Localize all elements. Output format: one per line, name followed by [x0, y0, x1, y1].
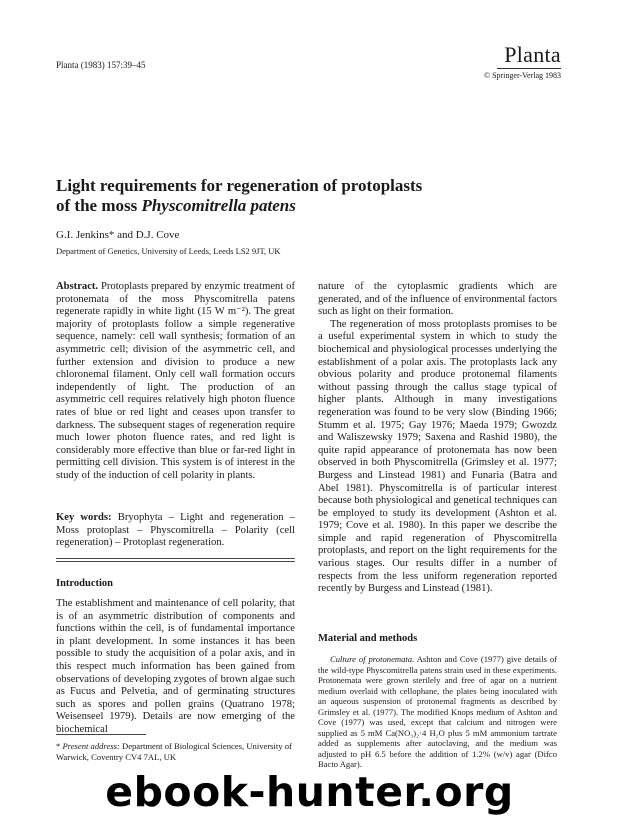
section-divider [56, 561, 295, 562]
abstract-text: Protoplasts prepared by enzymic treatment of protonemata of the moss Physcomitrella patens regenerate rapidly in white light (15 W m⁻²). The great majority of protoplasts follow a simple regenerative sequence, namely: cell wall synthesis; formation of an asymmetric cell; division of the asymmetric cell, and further extension and division to produce a new chloronemal filament. Only cell wall formation occurs independently of light. The production of an asymmetric cell requires relatively high photon fluence rates of blue or red light and ceases upon transfer to darkness. The subsequent stages of regeneration require much lower photon fluence rates, and red light is considerably more effective than blue or far-red light in permitting cell division. This system is of interest in the study of the induction of cell polarity in plants. [56, 281, 295, 481]
abstract [56, 281, 295, 483]
affiliation: Department of Genetics, University of Leeds, Leeds LS2 9JT, UK [56, 246, 281, 256]
article-title [56, 176, 516, 216]
right-column [318, 281, 557, 596]
keywords [56, 512, 295, 550]
methods-body [318, 654, 557, 770]
title-line-2 [56, 196, 516, 216]
keywords-label: Key words: [56, 512, 112, 523]
introduction-body [56, 598, 295, 737]
footnote-text: Department of Biological Sciences, University of Warwick, Coventry CV4 7AL, UK [56, 741, 292, 762]
journal-citation: Planta (1983) 157:39–45 [56, 60, 146, 70]
title-prefix: of the moss [56, 196, 142, 215]
title-line-1: Light requirements for regeneration of protoplasts [56, 176, 423, 195]
title-species: Physcomitrella patens [141, 196, 296, 215]
methods-subheading: Culture of protonemata. [330, 654, 415, 664]
journal-name: Planta [504, 42, 561, 67]
publisher-copyright: © Springer-Verlag 1983 [483, 71, 561, 80]
methods-heading: Material and methods [318, 633, 418, 644]
footnote [56, 741, 295, 762]
abstract-label: Abstract. [56, 281, 99, 292]
keywords-text: Bryophyta – Light and regeneration – Moss protoplast – Physcomitrella – Polarity (cell regeneration) – Protoplast regeneration. [56, 512, 295, 549]
footnote-marker: * [56, 741, 61, 751]
paragraph: The regeneration of moss protoplasts promises to be a useful experimental system in which to study the biochemical and physiological processes underlying the establishment of a polar axis. The protoplasts lack any obvious polarity and produce protonemal filaments without passing through the callus stage typical of higher plants. Although in many investigations regeneration was found to be very slow (Binding 1966; Stumm et al. 1975; Gay 1976; Maeda 1979; Gwozdz and Waliszewsky 1979; Saxena and Rashid 1980), the quite rapid appearance of protonemata has now been observed in both Physcomitrella (Grimsley et al. 1977; Burgess and Linstead 1981) and Funaria (Batra and Abel 1981). Physcomitrella is of particular interest because both physiological and genetical techniques can be employed to study its development (Ashton et al. 1979; Cove et al. 1980). In this paper we describe the simple and rapid regeneration of Physcomitrella protoplasts, and report on the light requirements for the various stages. Our results differ in a number of respects from the less uniform regeneration reported recently by Burgess and Linstead (1981). [318, 318, 557, 595]
paragraph: nature of the cytoplasmic gradients which are generated, and of the influence of environmental factors such as light on their formation. [318, 281, 557, 318]
footnote-label: Present address: [62, 741, 120, 751]
journal-logo [484, 44, 561, 80]
authors: G.I. Jenkins* and D.J. Cove [56, 229, 180, 241]
footnote-rule [56, 734, 146, 735]
methods-text: Ashton and Cove (1977) give details of the wild-type Physcomitrella patens strain used in these experiments. Protonemata were grown sterilely and free of agar on a nutrient medium overlaid with cellophane, the plates being inoculated with an aqueous suspension of protonemal fragments as described by Grimsley et al. (1977). The modified Knops medium of Ashton and Cove (1977) was used, except that calcium and nitrogen were supplied as 5 mM Ca(NO₃)₂·4 H₂O plus 5 mM ammonium tartrate added as supplements after autoclaving, and the medium was adjusted to pH 6.5 before the addition of 1.2% (w/v) agar (Difco Bacto Agar). [318, 654, 557, 769]
introduction-text: The establishment and maintenance of cell polarity, that is of an asymmetric distribution of components and functions within the cell, is of fundamental importance in plant development. In some instances it has been possible to study the acquisition of a polar axis, and in this respect much information has been gained from observations of developing zygotes of brown algae such as Fucus and Pelvetia, and of germinating structures such as spores and pollen grains (Quatrano 1978; Weisenseel 1979). Details are now emerging of the biochemical [56, 598, 295, 735]
logo-rule [497, 68, 561, 69]
section-divider [56, 558, 295, 559]
introduction-heading: Introduction [56, 578, 113, 589]
watermark-link[interactable]: ebook-hunter.org [105, 768, 514, 816]
